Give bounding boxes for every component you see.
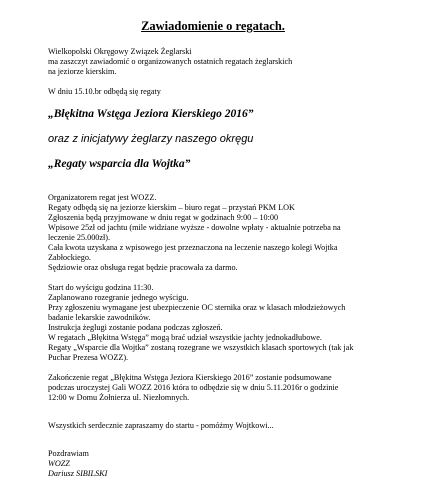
intro-line-2: ma zaszczyt zawiadomić o organizowanych ostatnich regatach żeglarskich bbox=[48, 57, 293, 66]
block3-line: podczas uroczystej Gali WOZZ 2016 która to odbędzie się w dniu 5.11.2016r o godzinie bbox=[48, 383, 339, 392]
second-regatta-name: „Regaty wsparcia dla Wojtka” bbox=[48, 158, 191, 170]
block1-line: Wpisowe 25zł od jachtu (mile widziane wyższe - dowolne wpłaty - aktualnie potrzeba na bbox=[48, 223, 341, 232]
block3-line: 12:00 w Domu Żołnierza ul. Niezłomnych. bbox=[48, 393, 190, 402]
closing-line: Wszystkich serdecznie zapraszamy do startu - pomóżmy Wojtkowi... bbox=[48, 421, 274, 430]
signature-name: Dariusz SIBILSKI bbox=[48, 469, 108, 478]
intro-line-1: Wielkopolski Okręgowy Związek Żeglarski bbox=[48, 47, 192, 56]
regatta-name: „Błękitna Wstęga Jeziora Kierskiego 2016” bbox=[48, 108, 254, 120]
signature-org: WOZZ bbox=[48, 459, 70, 468]
signature-greeting: Pozdrawiam bbox=[48, 449, 89, 458]
block2-line: Regaty „Wsparcie dla Wojtka” zostaną rozegrane we wszystkich klasach sportowych (tak jak bbox=[48, 343, 354, 352]
block3-line: Zakończenie regat „Błękitna Wstęga Jeziora Kierskiego 2016” zostanie podsumowane bbox=[48, 373, 332, 382]
date-line: W dniu 15.10.br odbędą się regaty bbox=[48, 87, 161, 96]
block1-line: Sędziowie oraz obsługa regat będzie pracowała za darmo. bbox=[48, 263, 238, 272]
initiative-line: oraz z inicjatywy żeglarzy naszego okręgu bbox=[48, 133, 254, 145]
block2-line: Zaplanowano rozegranie jednego wyścigu. bbox=[48, 293, 189, 302]
block1-line: Zabłockiego. bbox=[48, 253, 91, 262]
block2-line: badanie lekarskie zawodników. bbox=[48, 313, 151, 322]
block2-line: Przy zgłoszeniu wymagane jest ubezpieczenie OC sternika oraz w klasach młodzieżowych bbox=[48, 303, 346, 312]
block2-line: Start do wyścigu godzina 11:30. bbox=[48, 283, 154, 292]
block1-line: Zgłoszenia będą przyjmowane w dniu regat w godzinach 9:00 – 10:00 bbox=[48, 213, 279, 222]
intro-line-3: na jeziorze kierskim. bbox=[48, 67, 117, 76]
block2-line: Puchar Prezesa WOZZ). bbox=[48, 353, 129, 362]
block2-line: Instrukcja żeglugi zostanie podana podczas zgłoszeń. bbox=[48, 323, 223, 332]
block1-line: Regaty odbędą się na jeziorze kierskim – biuro regat – przystań PKM LOK bbox=[48, 203, 295, 212]
document-title: Zawiadomienie o regatach. bbox=[141, 19, 285, 33]
block1-line: Organizatorem regat jest WOZZ. bbox=[48, 193, 157, 202]
block1-line: Cała kwota uzyskana z wpisowego jest przeznaczona na leczenie naszego kolegi Wojtka bbox=[48, 243, 338, 252]
block1-line: leczenie 25.000zł). bbox=[48, 233, 111, 242]
block2-line: W regatach „Błękitna Wstęga” mogą brać udział wszystkie jachty jednokadłubowe. bbox=[48, 333, 322, 342]
